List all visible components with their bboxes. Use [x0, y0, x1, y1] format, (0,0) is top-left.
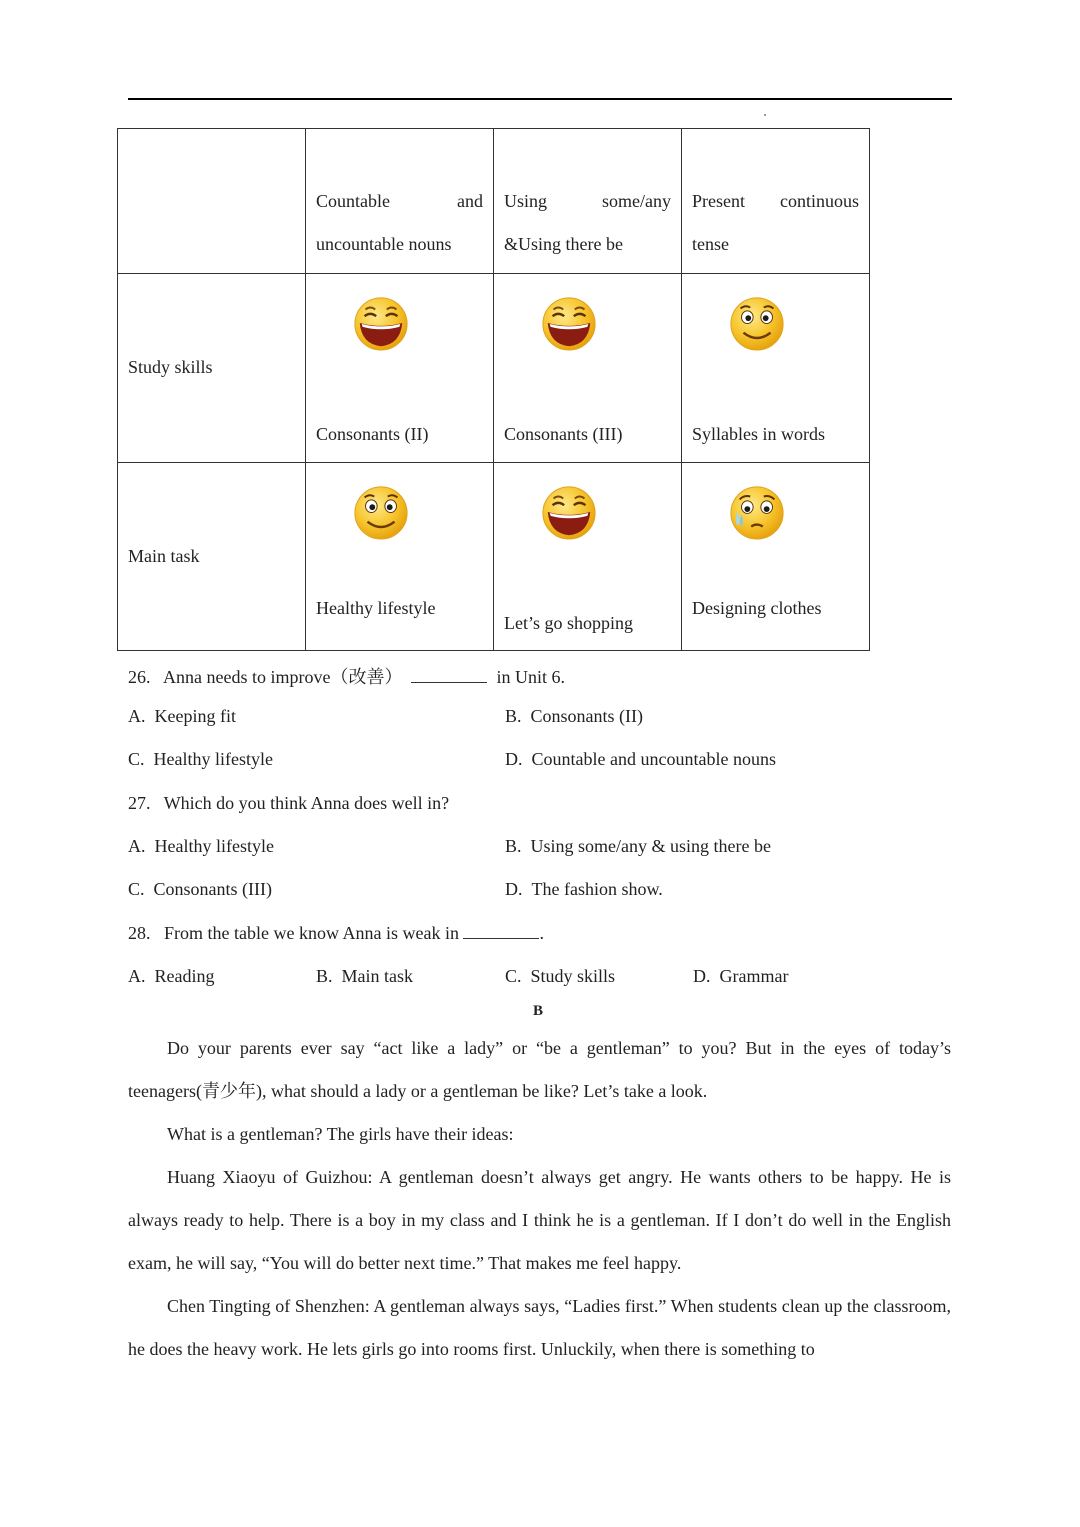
table-row — [118, 274, 870, 463]
table-cell — [306, 463, 494, 651]
option-a — [128, 966, 215, 987]
option-text: Healthy lifestyle — [154, 836, 274, 856]
header-text: &Using there be — [504, 234, 623, 254]
laughing-face-icon — [540, 294, 598, 352]
cell-text: Let’s go shopping — [504, 613, 633, 633]
cell-text: Healthy lifestyle — [316, 598, 436, 618]
option-text: The fashion show. — [531, 879, 663, 899]
table-row — [118, 463, 870, 651]
option-b — [505, 706, 643, 727]
option-letter: B. — [505, 706, 522, 726]
reading-passage — [128, 1027, 951, 1371]
question-number: 27. — [128, 793, 151, 813]
option-letter: C. — [128, 879, 145, 899]
header-rule — [128, 98, 952, 100]
passage-paragraph: Huang Xiaoyu of Guizhou: A gentleman doesn’t always get angry. He wants others to be happy. He is always ready to help. There is a boy in my class and I think he is a gentleman. If I don’t do well in the English exam, he will say, “You will do better next time.” That makes me feel happy. — [128, 1167, 951, 1273]
option-text: Main task — [341, 966, 414, 986]
question-number: 26. — [128, 667, 151, 687]
table-header-cell — [306, 129, 494, 274]
question-28 — [128, 922, 544, 944]
row-label-cell — [118, 463, 306, 651]
header-text: Present continuous — [692, 191, 859, 211]
row-label: Study skills — [128, 357, 213, 377]
option-c — [128, 879, 272, 900]
option-letter: B. — [505, 836, 522, 856]
passage-paragraph: Do your parents ever say “act like a lady” or “be a gentleman” to you? But in the eyes of today’s teenagers(青少年), what should a lady or a gentleman be like? Let’s take a look. — [128, 1038, 951, 1101]
question-stem: From the table we know Anna is weak in — [164, 923, 459, 943]
table-header-cell — [682, 129, 870, 274]
option-letter: D. — [505, 879, 523, 899]
laughing-face-icon — [352, 294, 410, 352]
header-text: Countable and — [316, 191, 483, 211]
option-letter: A. — [128, 706, 146, 726]
table-cell — [682, 463, 870, 651]
header-text: uncountable nouns — [316, 234, 452, 254]
table-header-cell — [494, 129, 682, 274]
option-letter: A. — [128, 966, 146, 986]
table-cell — [682, 274, 870, 463]
laughing-face-icon — [540, 483, 598, 541]
smiling-face-icon — [352, 483, 410, 541]
option-text: Grammar — [719, 966, 789, 986]
answer-blank — [463, 922, 539, 939]
cell-text: Consonants (III) — [504, 424, 623, 444]
option-text: Reading — [154, 966, 215, 986]
option-b — [505, 836, 771, 857]
question-number: 28. — [128, 923, 151, 943]
header-text: tense — [692, 234, 729, 254]
option-text: Using some/any & using there be — [530, 836, 771, 856]
option-text: Healthy lifestyle — [153, 749, 273, 769]
table-corner-cell — [118, 129, 306, 274]
option-a — [128, 836, 274, 857]
option-letter: B. — [316, 966, 333, 986]
question-26 — [128, 663, 565, 689]
cell-text: Designing clothes — [692, 598, 822, 618]
option-text: Study skills — [530, 966, 616, 986]
option-letter: A. — [128, 836, 146, 856]
option-d — [505, 749, 776, 770]
option-text: Consonants (II) — [530, 706, 643, 726]
header-text: Using some/any — [504, 191, 671, 211]
question-stem-end: in Unit 6. — [496, 667, 565, 687]
smiling-face-icon — [728, 294, 786, 352]
option-letter: C. — [128, 749, 145, 769]
option-d — [505, 879, 663, 900]
option-letter: D. — [693, 966, 711, 986]
option-c — [505, 966, 615, 987]
cell-text: Syllables in words — [692, 424, 825, 444]
table-cell — [306, 274, 494, 463]
progress-table — [117, 128, 870, 651]
option-letter: D. — [505, 749, 523, 769]
option-text: Consonants (III) — [153, 879, 272, 899]
answer-blank — [411, 666, 487, 683]
page-speck — [764, 114, 766, 116]
passage-paragraph: What is a gentleman? The girls have their ideas: — [167, 1124, 514, 1144]
question-stem: Anna needs to improve（改善） — [163, 667, 403, 687]
section-label: B — [533, 1003, 544, 1019]
option-d — [693, 966, 788, 987]
question-27 — [128, 793, 449, 814]
row-label: Main task — [128, 546, 200, 566]
crying-face-icon — [728, 483, 786, 541]
table-header-row — [118, 129, 870, 274]
option-a — [128, 706, 236, 727]
question-stem: Which do you think Anna does well in? — [163, 793, 450, 813]
option-text: Keeping fit — [154, 706, 236, 726]
row-label-cell — [118, 274, 306, 463]
option-b — [316, 966, 413, 987]
option-text: Countable and uncountable nouns — [531, 749, 776, 769]
option-c — [128, 749, 273, 770]
passage-paragraph: Chen Tingting of Shenzhen: A gentleman always says, “Ladies first.” When students clean up the classroom, he does the heavy work. He lets girls go into rooms first. Unluckily, when there is something to — [128, 1296, 951, 1359]
table-cell — [494, 274, 682, 463]
table-cell — [494, 463, 682, 651]
question-stem-end: . — [539, 923, 544, 943]
cell-text: Consonants (II) — [316, 424, 429, 444]
option-letter: C. — [505, 966, 522, 986]
